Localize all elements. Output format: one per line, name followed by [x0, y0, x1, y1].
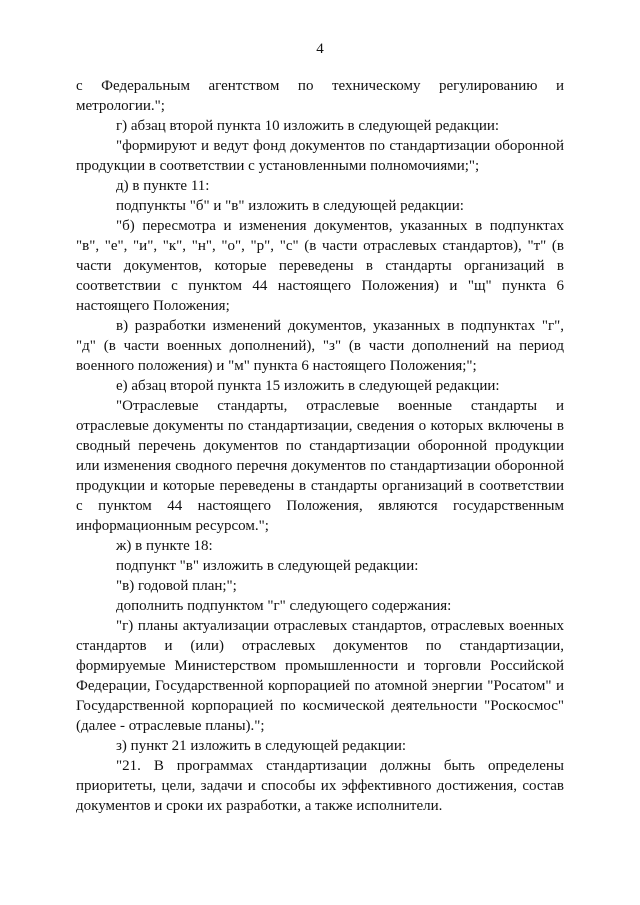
paragraph-subitems-b-v: подпункты "б" и "в" изложить в следующей редакции: — [116, 198, 464, 214]
paragraph-quote-fund: "формируют и ведут фонд документов по стандартизации оборонной продукции в соответствии с установленными полномочиями;"; — [76, 138, 564, 174]
paragraph-quote-plans: "г) планы актуализации отраслевых стандартов, отраслевых военных стандартов и (или) отраслевых документов по стандартизации, формируемые Министерством промышленности и торговли Российской Федерации, Государственной корпорацией по атомной энергии "Росатом" и Государственной корпорацией по космической деятельности "Роскосмос" (далее - отраслевые планы)."; — [76, 618, 564, 734]
paragraph-quote-b: "б) пересмотра и изменения документов, указанных в подпунктах "в", "е", "и", "к", "н", "о", "р", "с" (в части отраслевых стандартов), "т" (в части документов, которые переведены в стандарты организаций в соответствии с пунктом 44 настоящего Положения) и "щ" пункта 6 настоящего Положения; — [76, 218, 564, 314]
paragraph-continuation: с Федеральным агентством по техническому регулированию и метрологии."; — [76, 78, 564, 114]
paragraph-quote-v: в) разработки изменений документов, указанных в подпунктах "г", "д" (в части военных дополнений), "з" (в части дополнений на период военного положения) и "м" пункта 6 настоящего Положения;"; — [76, 318, 564, 374]
paragraph-item-g: г) абзац второй пункта 10 изложить в следующей редакции: — [116, 118, 500, 134]
paragraph-quote-21: "21. В программах стандартизации должны быть определены приоритеты, цели, задачи и способы их эффективного достижения, состав документов и сроки их разработки, а также исполнители. — [76, 758, 564, 814]
paragraph-quote-standards: "Отраслевые стандарты, отраслевые военные стандарты и отраслевые документы по стандартизации, сведения о которых включены в сводный перечень документов по стандартизации оборонной продукции или изменения сводного перечня документов по стандартизации оборонной продукции и которые переведены в стандарты организаций в соответствии с пунктом 44 настоящего Положения, являются государственным информационным ресурсом."; — [76, 398, 564, 534]
document-body — [76, 76, 564, 816]
paragraph-quote-annual-plan: "в) годовой план;"; — [116, 578, 237, 594]
page-number: 4 — [316, 41, 324, 57]
paragraph-add-subitem-g: дополнить подпунктом "г" следующего содержания: — [116, 598, 452, 614]
paragraph-item-e: е) абзац второй пункта 15 изложить в следующей редакции: — [116, 378, 500, 394]
paragraph-item-zh: ж) в пункте 18: — [116, 538, 213, 554]
paragraph-item-d: д) в пункте 11: — [116, 178, 210, 194]
paragraph-subitem-v: подпункт "в" изложить в следующей редакции: — [116, 558, 419, 574]
paragraph-item-z: з) пункт 21 изложить в следующей редакции: — [116, 738, 407, 754]
